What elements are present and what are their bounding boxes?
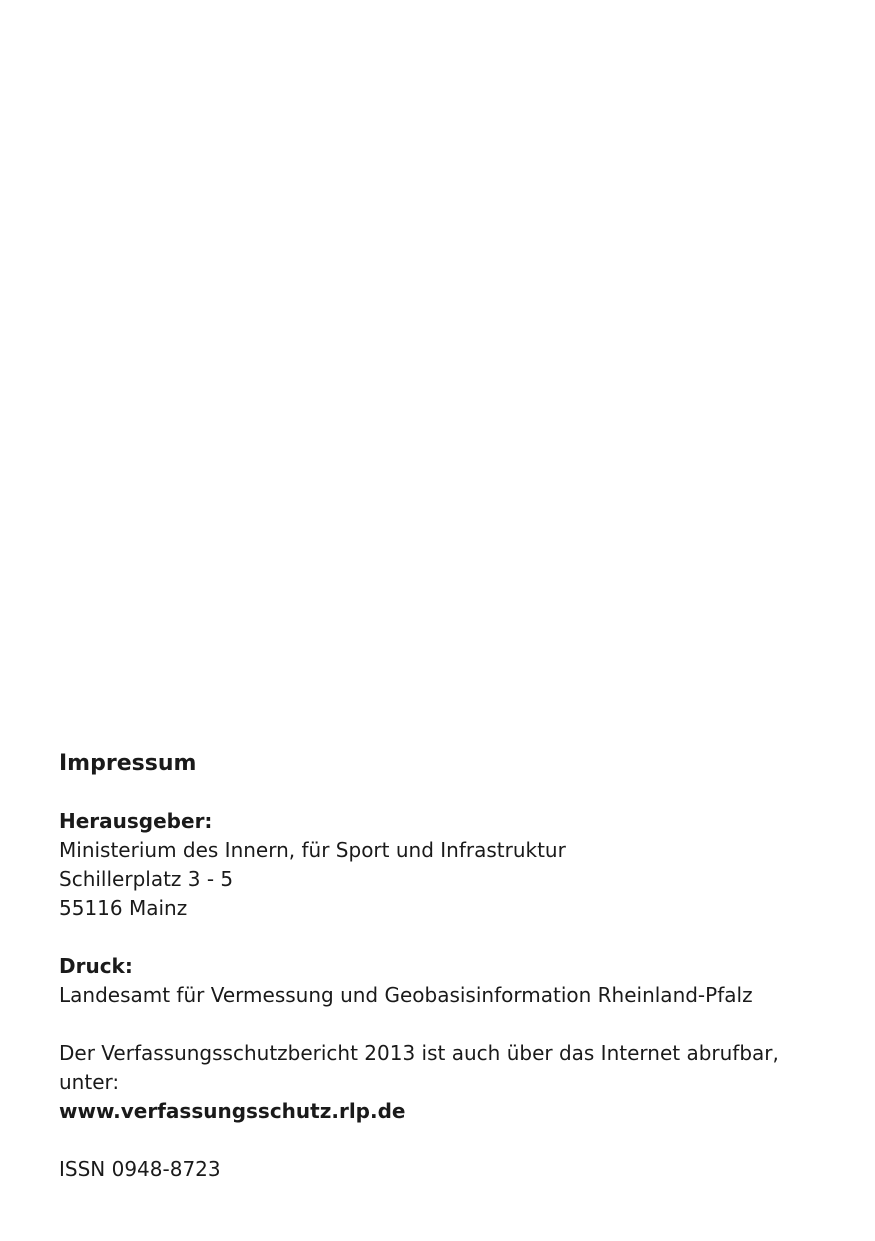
website-link[interactable]: www.verfassungsschutz.rlp.de — [59, 1099, 406, 1123]
print-block — [59, 952, 819, 1010]
issn-number: ISSN 0948-8723 — [59, 1157, 221, 1181]
internet-note-line-1: Der Verfassungsschutzbericht 2013 ist auch über das Internet abrufbar, — [59, 1041, 779, 1065]
publisher-city: 55116 Mainz — [59, 896, 188, 920]
publisher-street: Schillerplatz 3 - 5 — [59, 867, 234, 891]
internet-note-line-2: unter: — [59, 1070, 120, 1094]
imprint-title: Impressum — [59, 751, 197, 776]
imprint-section — [59, 748, 819, 1213]
publisher-block — [59, 807, 819, 923]
issn-block — [59, 1155, 819, 1184]
publisher-name: Ministerium des Innern, für Sport und Infrastruktur — [59, 838, 566, 862]
print-label: Druck: — [59, 954, 133, 978]
internet-block — [59, 1039, 819, 1126]
print-company: Landesamt für Vermessung und Geobasisinformation Rheinland-Pfalz — [59, 983, 753, 1007]
publisher-label: Herausgeber: — [59, 809, 213, 833]
